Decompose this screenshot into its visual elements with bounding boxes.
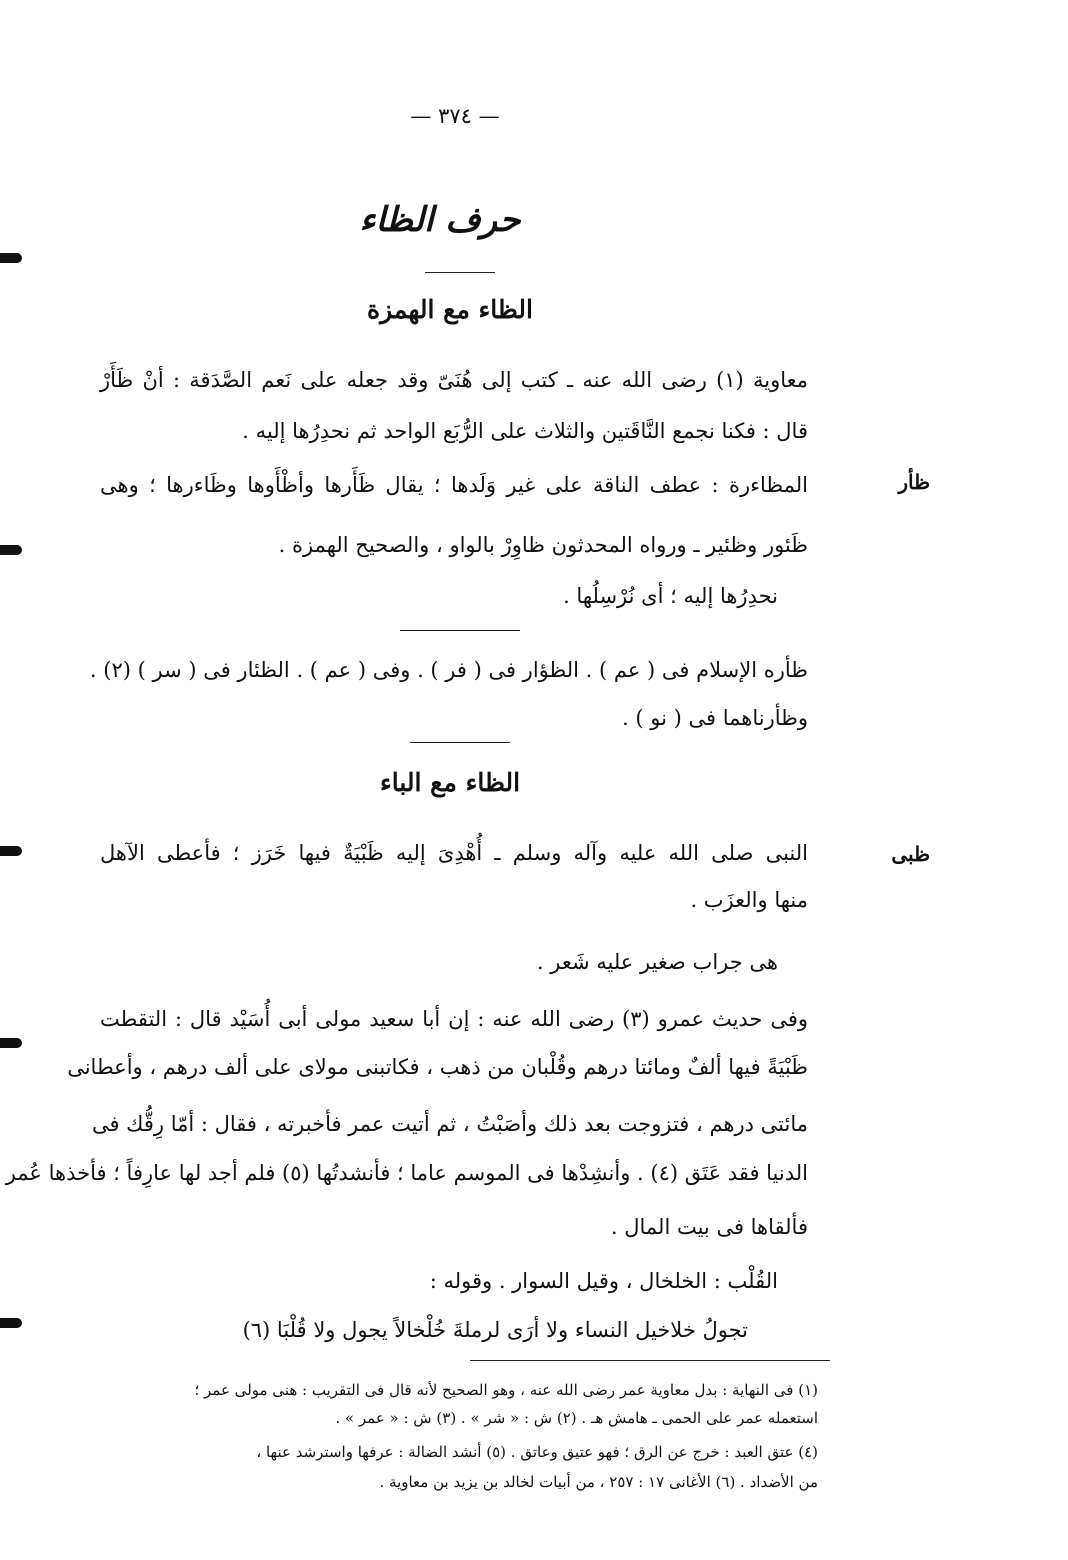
footnote-line: (٤) عتق العبد : خرج عن الرق ؛ فهو عتيق وعاتق . (٥) أنشد الضالة : عرفها واسترشد عنها ، (256, 1443, 818, 1461)
text-line: وفى حديث عمرو (٣) رضى الله عنه : إن أبا سعيد مولى أبى أُسَيْد قال : التقطت (100, 1007, 808, 1031)
text-line: ظَئور وظئير ـ ورواه المحدثون ظاوِرْ بالواو ، والصحيح الهمزة . (278, 533, 808, 557)
footnote-line: من الأضداد . (٦) الأغانى ١٧ : ٢٥٧ ، من أبيات لخالد بن يزيد بن معاوية . (379, 1473, 818, 1491)
text-line: هى جراب صغير عليه شَعر . (536, 950, 778, 974)
footnote-rule (470, 1360, 830, 1361)
footnote-line: (١) فى النهاية : بدل معاوية عمر رضى الله عنه ، وهو الصحيح لأنه قال فى التقريب : هنى مولى عمر ؛ (194, 1381, 818, 1399)
section-title: الظاء مع الهمزة (367, 295, 533, 324)
scan-edge-mark (0, 253, 22, 263)
scan-edge-mark (0, 1038, 22, 1048)
divider (410, 742, 510, 743)
poem-verse: تجولُ خلاخيل النساء ولا أرَى لرملةَ خُلْخالاً يجول ولا قُلْبَا (٦) (242, 1318, 748, 1342)
text-line: القُلْب : الخلخال ، وقيل السوار . وقوله : (429, 1269, 778, 1293)
text-line: مائتى درهم ، فتزوجت بعد ذلك وأصَبْتُ ، ثم أتيت عمر فأخبرته ، فقال : أمّا رِقُّك فى (91, 1112, 808, 1136)
text-line: منها والعزَب . (690, 888, 808, 912)
entry-word: ظأر (898, 470, 930, 494)
scan-edge-mark (0, 545, 22, 555)
text-line: فألقاها فى بيت المال . (610, 1215, 808, 1239)
text-line: نحدِرُها إليه ؛ أى نُرْسِلُها . (563, 584, 778, 608)
page-number: — ٣٧٤ — (410, 104, 500, 128)
scan-edge-mark (0, 1318, 22, 1328)
text-line: قال : فكنا نجمع النَّاقَتين والثلاث على الرُّبَع الواحد ثم نحدِرُها إليه . (242, 419, 808, 443)
section-title: الظاء مع الباء (379, 768, 521, 797)
text-line: ظأره الإسلام فى ( عم ) . الظؤار فى ( فر ) . وفى ( عم ) . الظئار فى ( سر ) (٢) . (89, 658, 808, 682)
text-line: النبى صلى الله عليه وآله وسلم ـ أُهْدِىَ إليه ظَبْيَةٌ فيها خَرَز ؛ فأعطى الآهل (100, 841, 808, 865)
divider (425, 272, 495, 273)
text-line: ظَبْيَةً فيها ألفٌ ومائتا درهم وقُلْبان من ذهب ، فكاتبنى مولاى على ألف درهم ، وأعطانى (67, 1055, 808, 1079)
text-line: المظاءرة : عطف الناقة على غير وَلَدها ؛ يقال ظَأَرها وأظْأَوها وظَاءرها ؛ وهى (100, 473, 808, 497)
footnote-line: استعمله عمر على الحمى ـ هامش هـ . (٢) ش : « شر » . (٣) ش : « عمر » . (335, 1409, 818, 1427)
entry-word: ظبى (891, 842, 930, 866)
chapter-title: حرف الظاء (359, 200, 521, 240)
scan-edge-mark (0, 846, 22, 856)
text-line: معاوية (١) رضى الله عنه ـ كتب إلى هُنَىّ وقد جعله على نَعم الصَّدَقة : أنْ ظَأَرْ (100, 368, 808, 392)
text-line: وظأرناهما فى ( نو ) . (622, 706, 808, 730)
divider (400, 630, 520, 631)
text-line: الدنيا فقد عَتَق (٤) . وأنشِدْها فى الموسم عاما ؛ فأنشدتُها (٥) فلم أجد لها عارِفاً ؛ فأخذها عُمر (5, 1161, 808, 1185)
